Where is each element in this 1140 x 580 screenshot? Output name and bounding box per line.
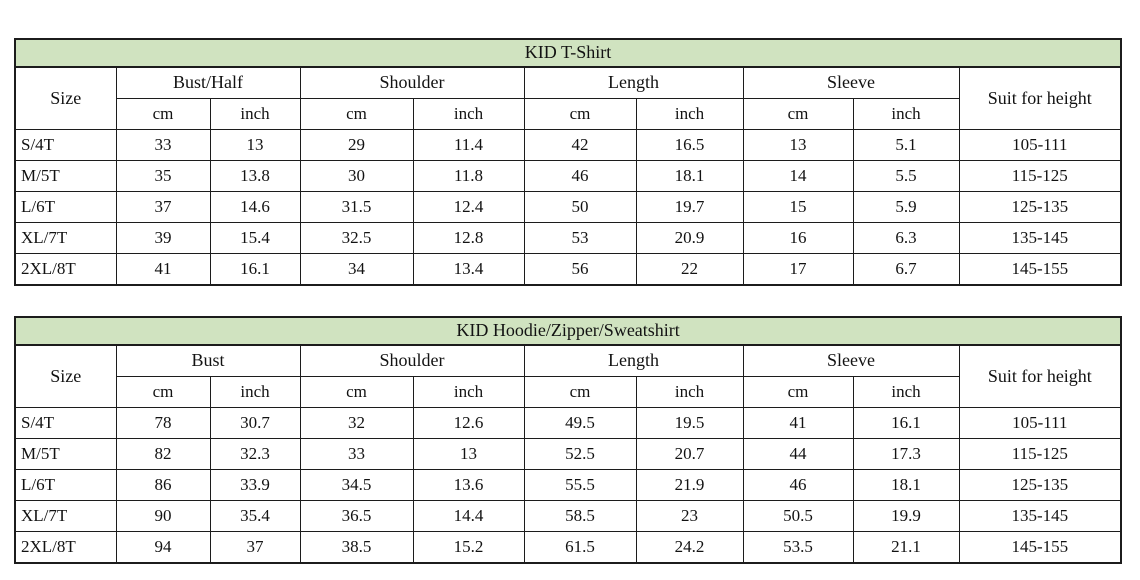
group-header-length: Length bbox=[524, 345, 743, 377]
value-cell: 6.7 bbox=[853, 254, 959, 286]
table-row bbox=[15, 223, 1121, 254]
value-cell: 14.6 bbox=[210, 192, 300, 223]
size-table-kid-hoodie bbox=[14, 316, 1122, 564]
value-cell: 94 bbox=[116, 532, 210, 564]
value-cell: 13 bbox=[743, 130, 853, 161]
height-cell: 145-155 bbox=[959, 532, 1121, 564]
value-cell: 90 bbox=[116, 501, 210, 532]
value-cell: 15.4 bbox=[210, 223, 300, 254]
unit-header: inch bbox=[636, 377, 743, 408]
value-cell: 14.4 bbox=[413, 501, 524, 532]
value-cell: 61.5 bbox=[524, 532, 636, 564]
height-cell: 115-125 bbox=[959, 439, 1121, 470]
group-header-shoulder: Shoulder bbox=[300, 345, 524, 377]
value-cell: 11.8 bbox=[413, 161, 524, 192]
value-cell: 20.7 bbox=[636, 439, 743, 470]
value-cell: 52.5 bbox=[524, 439, 636, 470]
table-title-row bbox=[15, 317, 1121, 345]
table-title: KID Hoodie/Zipper/Sweatshirt bbox=[15, 317, 1121, 345]
value-cell: 21.9 bbox=[636, 470, 743, 501]
value-cell: 58.5 bbox=[524, 501, 636, 532]
value-cell: 22 bbox=[636, 254, 743, 286]
value-cell: 13 bbox=[210, 130, 300, 161]
value-cell: 32.5 bbox=[300, 223, 413, 254]
unit-header-row bbox=[15, 99, 1121, 130]
table-row bbox=[15, 408, 1121, 439]
value-cell: 39 bbox=[116, 223, 210, 254]
unit-header: cm bbox=[524, 99, 636, 130]
unit-header: cm bbox=[743, 377, 853, 408]
value-cell: 49.5 bbox=[524, 408, 636, 439]
value-cell: 44 bbox=[743, 439, 853, 470]
table-title: KID T-Shirt bbox=[15, 39, 1121, 67]
value-cell: 19.5 bbox=[636, 408, 743, 439]
value-cell: 16.1 bbox=[853, 408, 959, 439]
table-row bbox=[15, 470, 1121, 501]
value-cell: 15.2 bbox=[413, 532, 524, 564]
value-cell: 6.3 bbox=[853, 223, 959, 254]
size-header: Size bbox=[15, 345, 116, 408]
size-cell: 2XL/8T bbox=[15, 254, 116, 286]
value-cell: 32.3 bbox=[210, 439, 300, 470]
value-cell: 19.9 bbox=[853, 501, 959, 532]
value-cell: 16.5 bbox=[636, 130, 743, 161]
height-cell: 135-145 bbox=[959, 501, 1121, 532]
size-table-kid-tshirt bbox=[14, 38, 1122, 286]
table-row bbox=[15, 501, 1121, 532]
size-cell: L/6T bbox=[15, 192, 116, 223]
value-cell: 50.5 bbox=[743, 501, 853, 532]
group-header-sleeve: Sleeve bbox=[743, 345, 959, 377]
value-cell: 34 bbox=[300, 254, 413, 286]
unit-header-row bbox=[15, 377, 1121, 408]
group-header-sleeve: Sleeve bbox=[743, 67, 959, 99]
value-cell: 18.1 bbox=[636, 161, 743, 192]
size-header: Size bbox=[15, 67, 116, 130]
value-cell: 12.6 bbox=[413, 408, 524, 439]
table-row bbox=[15, 254, 1121, 286]
value-cell: 5.5 bbox=[853, 161, 959, 192]
value-cell: 15 bbox=[743, 192, 853, 223]
value-cell: 34.5 bbox=[300, 470, 413, 501]
value-cell: 36.5 bbox=[300, 501, 413, 532]
unit-header: cm bbox=[300, 377, 413, 408]
table-row bbox=[15, 532, 1121, 564]
value-cell: 21.1 bbox=[853, 532, 959, 564]
size-cell: XL/7T bbox=[15, 501, 116, 532]
group-header-bust: Bust/Half bbox=[116, 67, 300, 99]
size-cell: 2XL/8T bbox=[15, 532, 116, 564]
group-header-row bbox=[15, 67, 1121, 99]
value-cell: 46 bbox=[743, 470, 853, 501]
value-cell: 82 bbox=[116, 439, 210, 470]
unit-header: inch bbox=[413, 99, 524, 130]
value-cell: 37 bbox=[210, 532, 300, 564]
unit-header: inch bbox=[853, 99, 959, 130]
value-cell: 17.3 bbox=[853, 439, 959, 470]
value-cell: 18.1 bbox=[853, 470, 959, 501]
value-cell: 30 bbox=[300, 161, 413, 192]
unit-header: cm bbox=[116, 377, 210, 408]
value-cell: 14 bbox=[743, 161, 853, 192]
table-title-row bbox=[15, 39, 1121, 67]
value-cell: 78 bbox=[116, 408, 210, 439]
height-cell: 145-155 bbox=[959, 254, 1121, 286]
table-row bbox=[15, 130, 1121, 161]
table-row bbox=[15, 439, 1121, 470]
height-cell: 115-125 bbox=[959, 161, 1121, 192]
height-cell: 105-111 bbox=[959, 408, 1121, 439]
table-row bbox=[15, 161, 1121, 192]
value-cell: 5.1 bbox=[853, 130, 959, 161]
value-cell: 19.7 bbox=[636, 192, 743, 223]
value-cell: 37 bbox=[116, 192, 210, 223]
unit-header: cm bbox=[116, 99, 210, 130]
value-cell: 50 bbox=[524, 192, 636, 223]
size-cell: XL/7T bbox=[15, 223, 116, 254]
height-cell: 135-145 bbox=[959, 223, 1121, 254]
value-cell: 56 bbox=[524, 254, 636, 286]
value-cell: 53 bbox=[524, 223, 636, 254]
unit-header: inch bbox=[413, 377, 524, 408]
unit-header: cm bbox=[300, 99, 413, 130]
size-cell: M/5T bbox=[15, 161, 116, 192]
value-cell: 46 bbox=[524, 161, 636, 192]
value-cell: 53.5 bbox=[743, 532, 853, 564]
value-cell: 13.8 bbox=[210, 161, 300, 192]
value-cell: 55.5 bbox=[524, 470, 636, 501]
size-cell: L/6T bbox=[15, 470, 116, 501]
group-header-bust: Bust bbox=[116, 345, 300, 377]
value-cell: 17 bbox=[743, 254, 853, 286]
value-cell: 32 bbox=[300, 408, 413, 439]
size-cell: S/4T bbox=[15, 408, 116, 439]
value-cell: 16 bbox=[743, 223, 853, 254]
value-cell: 12.4 bbox=[413, 192, 524, 223]
value-cell: 38.5 bbox=[300, 532, 413, 564]
group-header-row bbox=[15, 345, 1121, 377]
size-cell: M/5T bbox=[15, 439, 116, 470]
value-cell: 35 bbox=[116, 161, 210, 192]
value-cell: 31.5 bbox=[300, 192, 413, 223]
value-cell: 5.9 bbox=[853, 192, 959, 223]
value-cell: 86 bbox=[116, 470, 210, 501]
value-cell: 33 bbox=[116, 130, 210, 161]
table-row bbox=[15, 192, 1121, 223]
height-cell: 125-135 bbox=[959, 192, 1121, 223]
value-cell: 23 bbox=[636, 501, 743, 532]
group-header-shoulder: Shoulder bbox=[300, 67, 524, 99]
value-cell: 41 bbox=[743, 408, 853, 439]
value-cell: 30.7 bbox=[210, 408, 300, 439]
height-cell: 105-111 bbox=[959, 130, 1121, 161]
value-cell: 29 bbox=[300, 130, 413, 161]
value-cell: 20.9 bbox=[636, 223, 743, 254]
unit-header: inch bbox=[210, 99, 300, 130]
value-cell: 12.8 bbox=[413, 223, 524, 254]
value-cell: 42 bbox=[524, 130, 636, 161]
unit-header: inch bbox=[853, 377, 959, 408]
value-cell: 33.9 bbox=[210, 470, 300, 501]
unit-header: inch bbox=[210, 377, 300, 408]
value-cell: 16.1 bbox=[210, 254, 300, 286]
value-cell: 33 bbox=[300, 439, 413, 470]
value-cell: 13.4 bbox=[413, 254, 524, 286]
size-cell: S/4T bbox=[15, 130, 116, 161]
unit-header: cm bbox=[743, 99, 853, 130]
value-cell: 13 bbox=[413, 439, 524, 470]
height-cell: 125-135 bbox=[959, 470, 1121, 501]
unit-header: cm bbox=[524, 377, 636, 408]
value-cell: 41 bbox=[116, 254, 210, 286]
value-cell: 24.2 bbox=[636, 532, 743, 564]
suit-for-height-header: Suit for height bbox=[959, 345, 1121, 408]
value-cell: 13.6 bbox=[413, 470, 524, 501]
unit-header: inch bbox=[636, 99, 743, 130]
value-cell: 35.4 bbox=[210, 501, 300, 532]
value-cell: 11.4 bbox=[413, 130, 524, 161]
suit-for-height-header: Suit for height bbox=[959, 67, 1121, 130]
group-header-length: Length bbox=[524, 67, 743, 99]
